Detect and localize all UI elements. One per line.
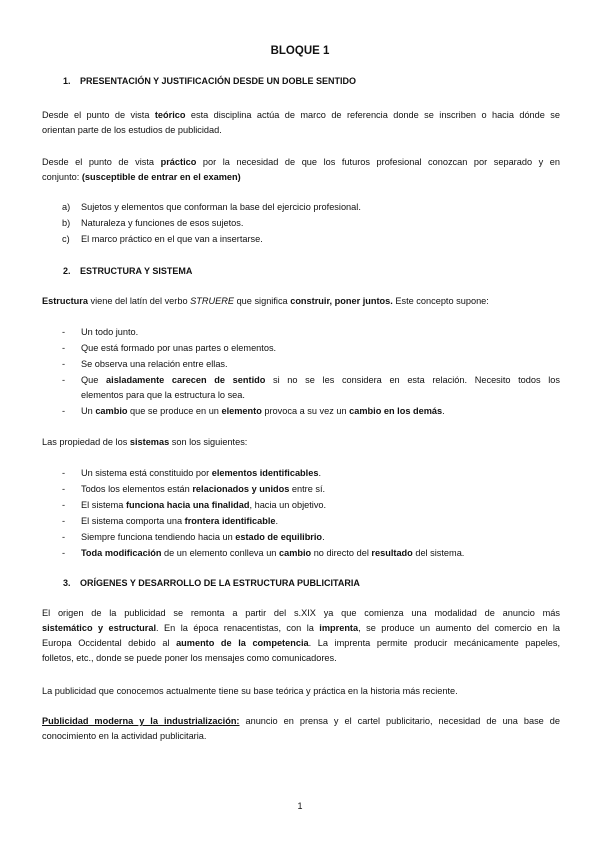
paragraph-line: orientan parte de los estudios de publicidad. (42, 125, 222, 135)
list-item (62, 232, 560, 247)
list-item-text: Siempre funciona tendiendo hacia un estado de equilibrio. (81, 532, 325, 542)
section-2-title: ESTRUCTURA Y SISTEMA (80, 266, 193, 276)
list-item-text: Toda modificación de un elemento conlleva un cambio no directo del resultado del sistema. (81, 548, 465, 558)
list-marker: c) (62, 234, 70, 244)
dash-marker: - (62, 516, 66, 526)
dash-marker: - (62, 327, 66, 337)
section-2-number: 2. (63, 266, 71, 276)
list-item-text: Se observa una relación entre ellas. (81, 359, 228, 369)
list-item-text: Un todo junto. (81, 327, 139, 337)
list-item (62, 498, 560, 513)
paragraph-line: Desde el punto de vista práctico por la necesidad de que los futuros profesional conozcan por separado y en (42, 157, 560, 167)
list-marker: a) (62, 202, 71, 212)
paragraph-line: La publicidad que conocemos actualmente tiene su base teórica y práctica en la historia más reciente. (42, 686, 458, 696)
paragraph-line: conocimiento en la actividad publicitaria. (42, 731, 207, 741)
section-2-heading (63, 264, 192, 279)
list-item (62, 357, 560, 372)
dash-marker: - (62, 468, 66, 478)
section-1-heading (63, 74, 356, 89)
list-item (62, 482, 560, 497)
paragraph-line: Desde el punto de vista teórico esta disciplina actúa de marco de referencia donde se inscriben o hacia dónde se (42, 110, 560, 120)
list-item-text: Que aisladamente carecen de sentido si no se les considera en esta relación. Necesito todos los elementos para que la estructura lo sea. (81, 375, 561, 400)
list-item (62, 530, 560, 545)
paragraph-line: conjunto: (susceptible de entrar en el examen) (42, 172, 241, 182)
section-2-paragraph-2 (42, 435, 560, 450)
underlined-heading: Publicidad moderna y la industrialización: (42, 716, 240, 726)
list-item (62, 200, 560, 215)
dash-marker: - (62, 375, 66, 385)
list-item-text: Un sistema está constituido por elementos identificables. (81, 468, 322, 478)
paragraph-line: Europa Occidental debido al aumento de la competencia. La imprenta permite producir mecánicamente papeles, (42, 638, 560, 648)
section-3-heading (63, 576, 360, 591)
section-1-number: 1. (63, 76, 71, 86)
dash-marker: - (62, 532, 66, 542)
dash-marker: - (62, 359, 66, 369)
section-3-title: ORÍGENES Y DESARROLLO DE LA ESTRUCTURA PUBLICITARIA (80, 578, 360, 588)
list-item (62, 404, 560, 419)
list-item (62, 466, 560, 481)
list-item-text: Sujetos y elementos que conforman la base del ejercicio profesional. (81, 202, 361, 212)
list-item (62, 546, 560, 561)
dash-marker: - (62, 548, 66, 558)
section-2-intro (42, 294, 560, 309)
list-item-text: El sistema funciona hacia una finalidad, hacia un objetivo. (81, 500, 327, 510)
section-3-paragraph-2 (42, 684, 560, 699)
section-3-paragraph-3 (42, 714, 560, 744)
dash-marker: - (62, 500, 66, 510)
list-item-text: El marco práctico en el que van a insertarse. (81, 234, 263, 244)
paragraph-line: Estructura viene del latín del verbo STRUERE que significa construir, poner juntos. Este concepto supone: (42, 296, 489, 306)
paragraph-line: sistemático y estructural. En la época renacentistas, con la imprenta, se produce un aumento del comercio en la (42, 623, 560, 633)
paragraph-line: Las propiedad de los sistemas son los siguientes: (42, 437, 248, 447)
paragraph-line: folletos, etc., donde se puede poner los mensajes como comunicadores. (42, 653, 337, 663)
list-item (62, 514, 560, 529)
dash-marker: - (62, 406, 66, 416)
section-3-paragraph-1 (42, 606, 560, 666)
list-marker: b) (62, 218, 71, 228)
section-1-title: PRESENTACIÓN Y JUSTIFICACIÓN DESDE UN DOBLE SENTIDO (80, 76, 357, 86)
list-item-text: Que está formado por unas partes o elementos. (81, 343, 277, 353)
list-item-text: Todos los elementos están relacionados y unidos entre sí. (81, 484, 326, 494)
dash-marker: - (62, 343, 66, 353)
list-item (62, 373, 560, 404)
paragraph-line: El origen de la publicidad se remonta a partir del s.XIX ya que comienza una modalidad de anuncio más (42, 608, 560, 618)
paragraph-line: Publicidad moderna y la industrialización: anuncio en prensa y el cartel publicitario, necesidad de una base de (42, 716, 560, 726)
section-3-number: 3. (63, 578, 71, 588)
list-item (62, 341, 560, 356)
list-item (62, 216, 560, 231)
list-item-text: Naturaleza y funciones de esos sujetos. (81, 218, 244, 228)
section-1-paragraph-1 (42, 108, 560, 138)
list-item-text: Un cambio que se produce en un elemento provoca a su vez un cambio en los demás. (81, 406, 445, 416)
list-item-text: El sistema comporta una frontera identificable. (81, 516, 279, 526)
dash-marker: - (62, 484, 66, 494)
document-title: BLOQUE 1 (270, 45, 330, 57)
page-number: 1 (297, 801, 303, 811)
section-1-paragraph-2 (42, 155, 560, 185)
list-item (62, 325, 560, 340)
